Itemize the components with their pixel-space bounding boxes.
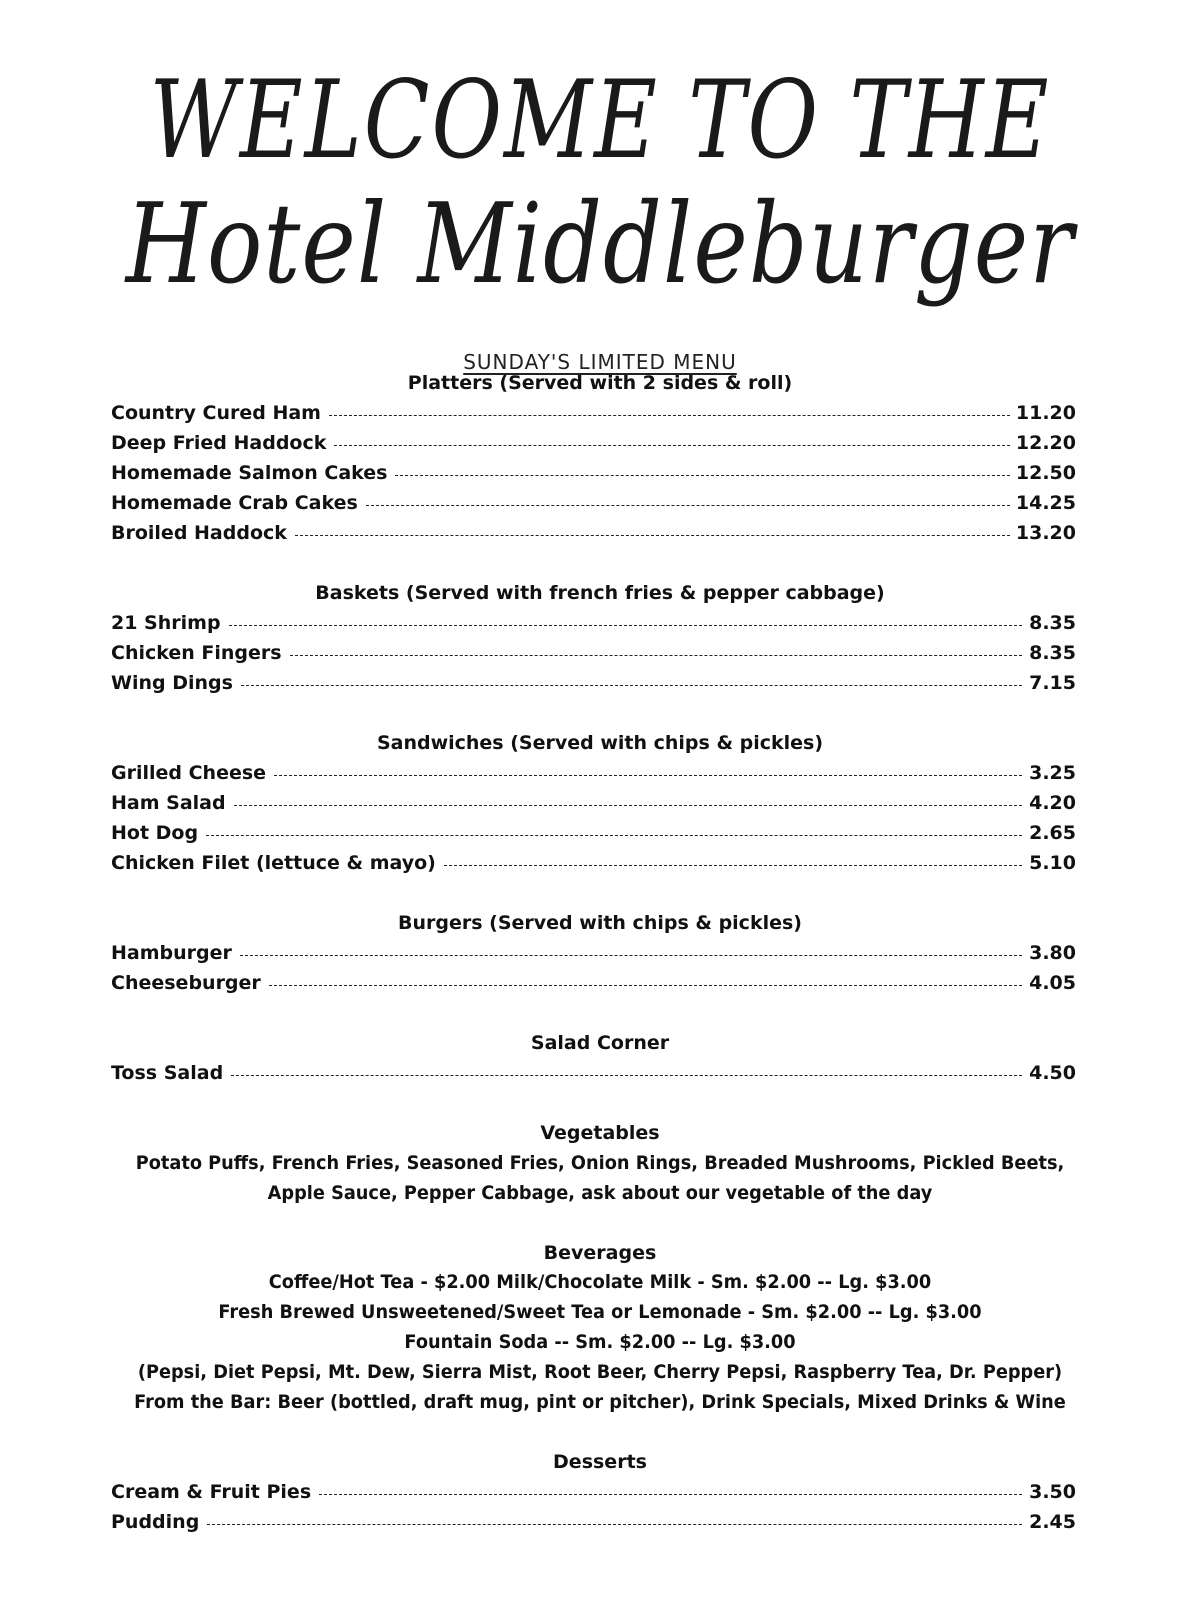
menu-title: SUNDAY'S LIMITED MENU xyxy=(463,350,737,374)
dotted-leader xyxy=(234,805,1022,806)
section-title-beverages: Beverages xyxy=(543,1242,657,1264)
section-title-burgers: Burgers (Served with chips & pickles) xyxy=(398,912,802,934)
dotted-leader xyxy=(241,685,1022,686)
dotted-leader xyxy=(295,535,1010,536)
item-name: Hamburger xyxy=(111,942,232,964)
item-name: Ham Salad xyxy=(111,792,226,814)
menu-item xyxy=(111,519,1076,547)
item-name: 21 Shrimp xyxy=(111,612,221,634)
menu-item xyxy=(111,939,1076,967)
section-title-salad: Salad Corner xyxy=(530,1032,670,1054)
item-price: 4.50 xyxy=(1029,1062,1076,1084)
item-price: 7.15 xyxy=(1029,672,1076,694)
dotted-leader xyxy=(366,505,1010,506)
item-name: Cream & Fruit Pies xyxy=(111,1481,312,1503)
menu-item xyxy=(111,669,1076,697)
item-name: Homemade Salmon Cakes xyxy=(111,462,388,484)
menu-item xyxy=(111,1508,1076,1536)
item-name: Pudding xyxy=(111,1511,200,1533)
item-name: Chicken Fingers xyxy=(111,642,282,664)
section-title-vegetables: Vegetables xyxy=(540,1122,660,1144)
item-price: 2.45 xyxy=(1029,1511,1076,1533)
item-name: Cheeseburger xyxy=(111,972,261,994)
dotted-leader xyxy=(207,1524,1022,1525)
beverages-line: (Pepsi, Diet Pepsi, Mt. Dew, Sierra Mist, Root Beer, Cherry Pepsi, Raspberry Tea, Dr. Pepper) xyxy=(137,1361,1063,1383)
menu-item xyxy=(111,399,1076,427)
item-price: 12.20 xyxy=(1015,432,1076,454)
dotted-leader xyxy=(229,625,1022,626)
dotted-leader xyxy=(329,415,1010,416)
menu-item xyxy=(111,609,1076,637)
dotted-leader xyxy=(395,475,1009,476)
dotted-leader xyxy=(274,775,1022,776)
menu-item xyxy=(111,969,1076,997)
beverages-line: Coffee/Hot Tea - $2.00 Milk/Chocolate Milk - Sm. $2.00 -- Lg. $3.00 xyxy=(268,1271,932,1293)
item-name: Deep Fried Haddock xyxy=(111,432,327,454)
item-price: 4.05 xyxy=(1029,972,1076,994)
item-name: Homemade Crab Cakes xyxy=(111,492,358,514)
item-price: 12.50 xyxy=(1015,462,1076,484)
item-name: Toss Salad xyxy=(111,1062,224,1084)
item-price: 5.10 xyxy=(1029,852,1076,874)
item-price: 3.80 xyxy=(1029,942,1076,964)
item-name: Wing Dings xyxy=(111,672,233,694)
item-price: 13.20 xyxy=(1015,522,1076,544)
item-name: Grilled Cheese xyxy=(111,762,267,784)
vegetables-line: Potato Puffs, French Fries, Seasoned Fries, Onion Rings, Breaded Mushrooms, Pickled Beets, xyxy=(135,1152,1065,1174)
item-price: 3.50 xyxy=(1029,1481,1076,1503)
menu-item xyxy=(111,1059,1076,1087)
item-name: Hot Dog xyxy=(111,822,199,844)
menu-item xyxy=(111,1478,1076,1506)
section-title-desserts: Desserts xyxy=(553,1451,647,1473)
section-title-platters: Platters (Served with 2 sides & roll) xyxy=(407,372,793,394)
item-price: 14.25 xyxy=(1015,492,1076,514)
dotted-leader xyxy=(319,1494,1022,1495)
hotel-name-heading: Hotel Middleburger xyxy=(125,180,1075,309)
item-price: 8.35 xyxy=(1029,612,1076,634)
beverages-line: From the Bar: Beer (bottled, draft mug, pint or pitcher), Drink Specials, Mixed Drinks & Wine xyxy=(134,1391,1066,1413)
dotted-leader xyxy=(290,655,1022,656)
item-name: Chicken Filet (lettuce & mayo) xyxy=(111,852,436,874)
menu-item xyxy=(111,789,1076,817)
item-price: 8.35 xyxy=(1029,642,1076,664)
section-title-sandwiches: Sandwiches (Served with chips & pickles) xyxy=(376,732,824,754)
menu-item xyxy=(111,639,1076,667)
dotted-leader xyxy=(334,445,1010,446)
beverages-line: Fountain Soda -- Sm. $2.00 -- Lg. $3.00 xyxy=(404,1331,796,1353)
menu-item xyxy=(111,459,1076,487)
vegetables-line: Apple Sauce, Pepper Cabbage, ask about our vegetable of the day xyxy=(267,1182,933,1204)
dotted-leader xyxy=(269,985,1022,986)
welcome-heading: WELCOME TO THE xyxy=(149,58,1051,183)
dotted-leader xyxy=(206,835,1022,836)
menu-item xyxy=(111,849,1076,877)
dotted-leader xyxy=(444,865,1022,866)
item-name: Broiled Haddock xyxy=(111,522,287,544)
beverages-line: Fresh Brewed Unsweetened/Sweet Tea or Lemonade - Sm. $2.00 -- Lg. $3.00 xyxy=(218,1301,982,1323)
item-price: 4.20 xyxy=(1029,792,1076,814)
dotted-leader xyxy=(231,1075,1022,1076)
section-title-baskets: Baskets (Served with french fries & pepper cabbage) xyxy=(315,582,885,604)
menu-item xyxy=(111,489,1076,517)
item-price: 11.20 xyxy=(1015,402,1076,424)
menu-item xyxy=(111,429,1076,457)
item-name: Country Cured Ham xyxy=(111,402,321,424)
item-price: 2.65 xyxy=(1029,822,1076,844)
dotted-leader xyxy=(240,955,1022,956)
item-price: 3.25 xyxy=(1029,762,1076,784)
menu-item xyxy=(111,819,1076,847)
menu-item xyxy=(111,759,1076,787)
